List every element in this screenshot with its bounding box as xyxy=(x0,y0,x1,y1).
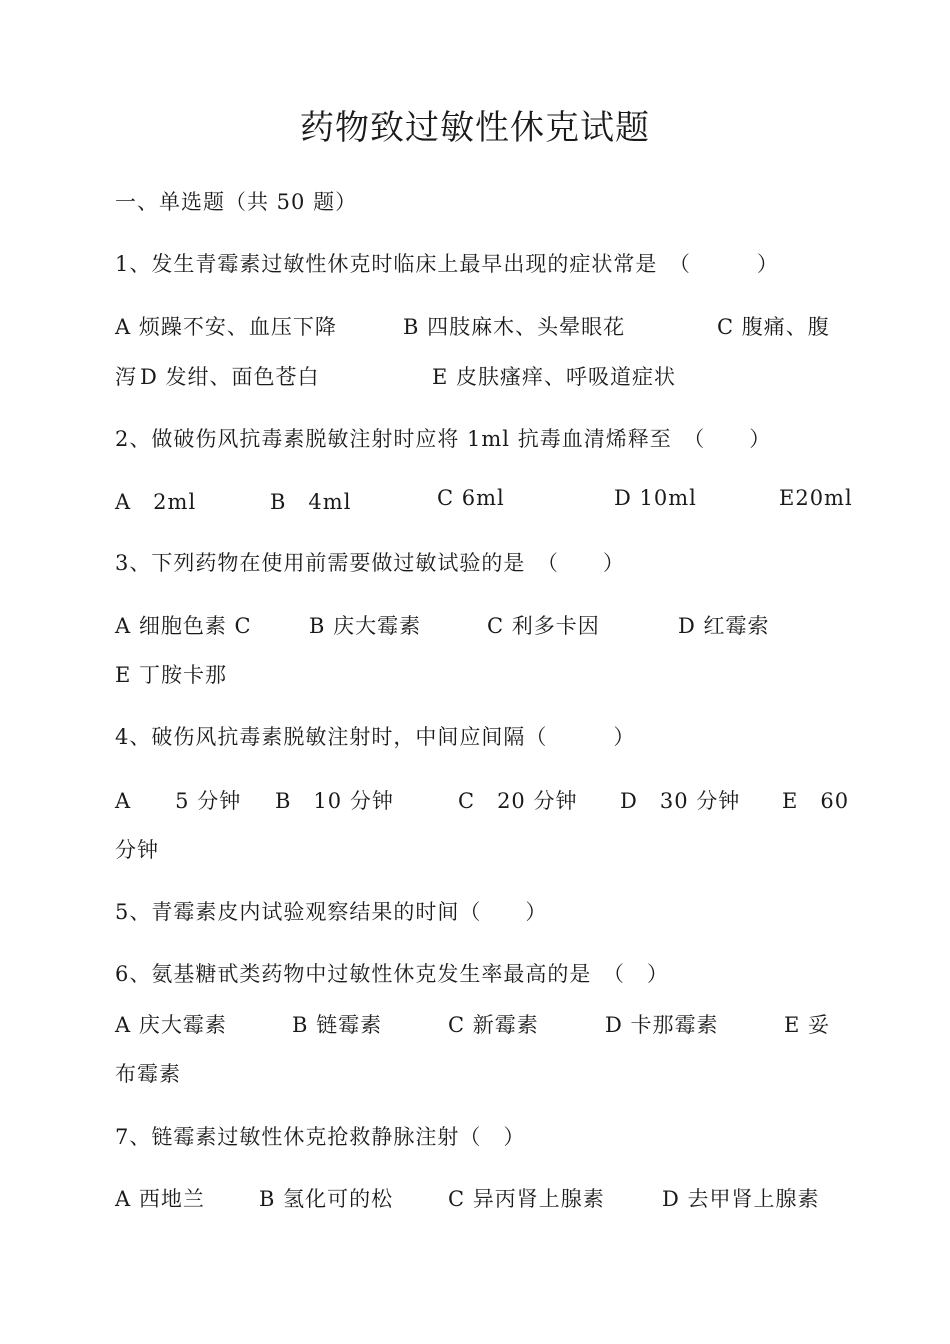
question-2-option-a: A 2ml xyxy=(115,490,197,514)
question-4-option-b: B 10 分钟 xyxy=(275,789,394,813)
question-4-option-c: C 20 分钟 xyxy=(458,789,578,813)
question-4-option-d: D 30 分钟 xyxy=(620,789,741,813)
question-7-option-c: C 异丙肾上腺素 xyxy=(448,1187,605,1211)
question-2-option-c: C 6ml xyxy=(437,486,505,510)
question-5-stem: 5、青霉素皮内试验观察结果的时间（ ） xyxy=(115,900,548,924)
question-3-option-e: E 丁胺卡那 xyxy=(115,663,228,687)
question-6-option-d: D 卡那霉素 xyxy=(605,1013,719,1037)
question-4-option-e-continued: 分钟 xyxy=(115,838,159,862)
question-4-stem: 4、破伤风抗毒素脱敏注射时，中间应间隔（ ） xyxy=(115,725,636,749)
question-6-option-e: E 妥 xyxy=(784,1013,831,1037)
question-1-option-e: E 皮肤瘙痒、呼吸道症状 xyxy=(432,365,677,389)
question-1-option-a: A 烦躁不安、血压下降 xyxy=(115,315,337,339)
question-1-option-c: C 腹痛、腹 xyxy=(717,315,830,339)
question-6-option-c: C 新霉素 xyxy=(448,1013,539,1037)
question-2-option-e: E20ml xyxy=(779,486,853,510)
question-3-option-a: A 细胞色素 C xyxy=(115,614,252,638)
question-3-option-d: D 红霉索 xyxy=(678,614,770,638)
question-4-option-e: E 60 xyxy=(782,789,850,813)
question-7-option-d: D 去甲肾上腺素 xyxy=(662,1187,820,1211)
document-title: 药物致过敏性休克试题 xyxy=(300,108,650,148)
question-6-option-e-continued: 布霉素 xyxy=(115,1062,181,1086)
question-2-stem: 2、做破伤风抗毒素脱敏注射时应将 1ml 抗毒血清烯释至 （ ） xyxy=(115,427,772,451)
question-7-option-a: A 西地兰 xyxy=(115,1187,205,1211)
question-6-option-a: A 庆大霉素 xyxy=(115,1013,227,1037)
question-3-option-b: B 庆大霉素 xyxy=(309,614,422,638)
question-1-stem: 1、发生青霉素过敏性休克时临床上最早出现的症状常是 （ ） xyxy=(115,252,779,276)
section-heading: 一、单选题（共 50 题） xyxy=(115,190,358,214)
question-4-option-a: A 5 分钟 xyxy=(115,789,242,813)
question-3-option-c: C 利多卡因 xyxy=(487,614,600,638)
question-1-option-c-continued: 泻 xyxy=(115,365,137,389)
question-1-option-b: B 四肢麻木、头晕眼花 xyxy=(403,315,626,339)
question-6-option-b: B 链霉素 xyxy=(292,1013,383,1037)
question-6-stem: 6、氨基糖甙类药物中过敏性休克发生率最高的是 （ ） xyxy=(115,962,669,986)
question-2-option-d: D 10ml xyxy=(614,486,697,510)
question-7-option-b: B 氢化可的松 xyxy=(259,1187,394,1211)
question-3-stem: 3、下列药物在使用前需要做过敏试验的是 （ ） xyxy=(115,551,625,575)
question-2-option-b: B 4ml xyxy=(270,490,352,514)
question-7-stem: 7、链霉素过敏性休克抢救静脉注射（ ） xyxy=(115,1125,526,1149)
question-1-option-d: D 发绀、面色苍白 xyxy=(140,365,320,389)
